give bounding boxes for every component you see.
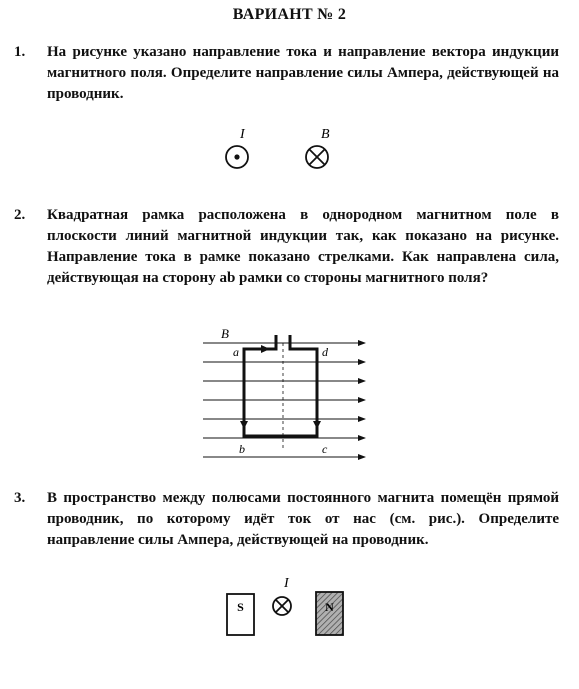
current-arrow-cd: [313, 421, 321, 429]
south-pole-label: S: [237, 600, 244, 614]
figure-frame-in-field: [195, 325, 375, 460]
corner-b: b: [239, 442, 245, 456]
figure-current-field: [220, 122, 340, 177]
corner-a: a: [233, 345, 239, 359]
current-arrow-top: [261, 345, 270, 353]
problem-text: На рисунке указано направление тока и направление вектора индукции магнитного поля. Определите направление силы Ампера, действующей на проводник.: [47, 44, 559, 102]
field-lines: [203, 343, 365, 457]
north-pole-label: N: [325, 600, 334, 614]
corner-c: c: [322, 442, 328, 456]
figure-magnet-conductor: [220, 574, 350, 640]
field-into-page-icon: [306, 146, 328, 168]
current-label: I: [240, 127, 245, 142]
problem-number: 2.: [14, 207, 26, 223]
current-into-page-icon: [273, 597, 291, 615]
field-label: B⃗: [321, 127, 340, 142]
current-out-of-page-icon: [226, 146, 248, 168]
problem-number: 1.: [14, 44, 26, 60]
field-label: B⃗: [221, 326, 240, 341]
problem-number: 3.: [14, 490, 26, 506]
current-label: I: [284, 576, 289, 591]
page-title: ВАРИАНТ № 2: [232, 6, 347, 23]
corner-d: d: [322, 345, 328, 359]
frame-loop: [244, 335, 317, 436]
problem-text: В пространство между полюсами постоянного магнита помещён прямой проводник, по которому идёт ток от нас (см. рис.). Определите направление силы Ампера, действующей на проводник.: [47, 490, 559, 548]
current-arrow-ab: [240, 421, 248, 429]
problem-text: Квадратная рамка расположена в однородном магнитном поле в плоскости линий магнитной индукции так, как показано на рисунке. Направление тока в рамке показано стрелками. Как направлена сила, действующая на сторону ab рамки со стороны магнитного поля?: [47, 207, 559, 286]
